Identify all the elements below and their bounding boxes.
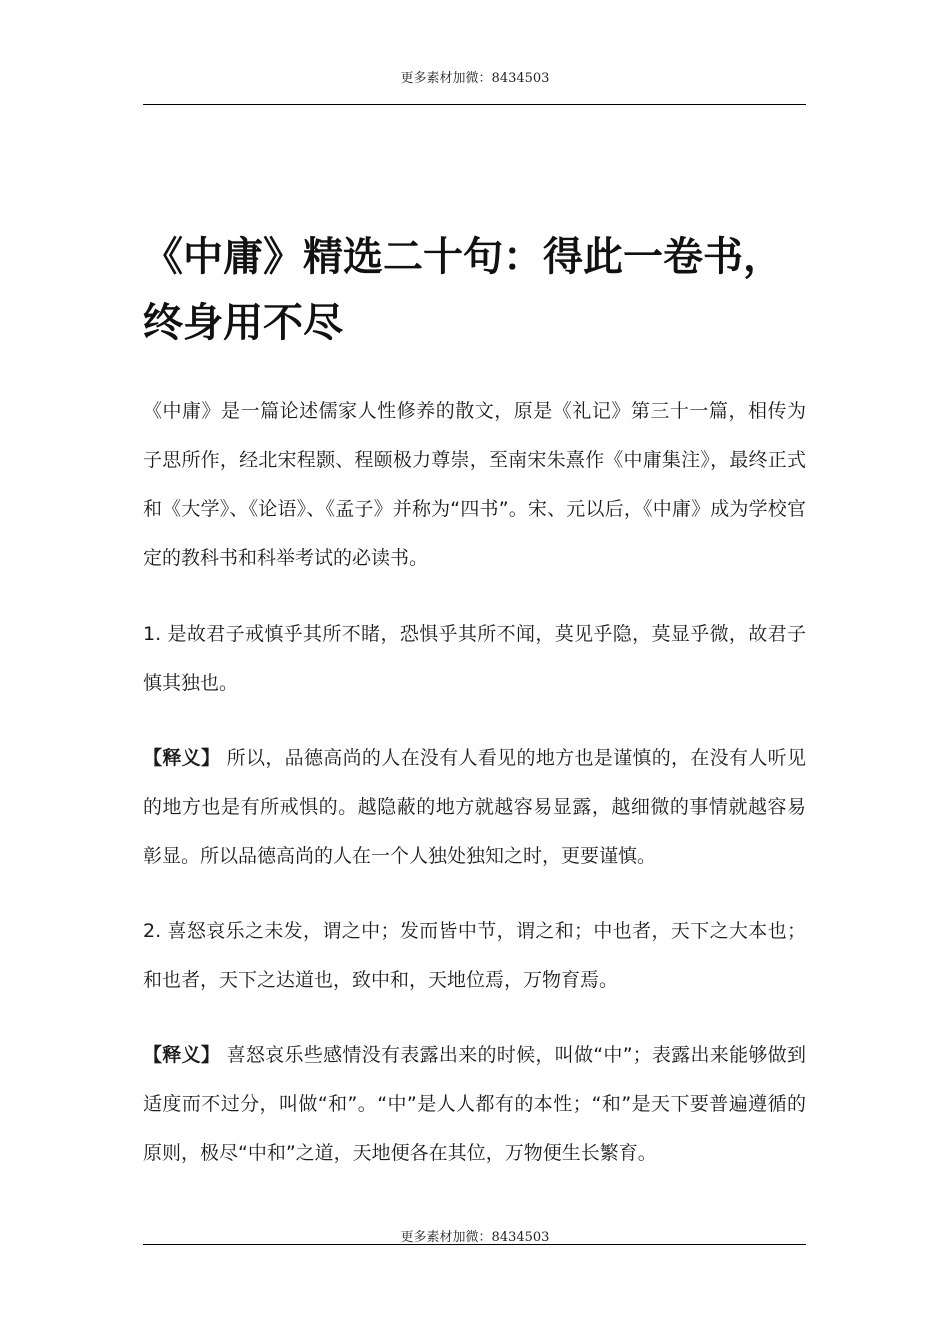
article-title: 《中庸》精选二十句：得此一卷书，终身用不尽: [143, 234, 783, 346]
intro-paragraph: 《中庸》是一篇论述儒家人性修养的散文，原是《礼记》第三十一篇，相传为子思所作，经北宋程颢、程颐极力尊崇，至南宋朱熹作《中庸集注》，最终正式和《大学》、《论语》、《孟子》并称为“四书”。宋、元以后，《中庸》成为学校官定的教科书和科举考试的必读书。: [143, 400, 806, 569]
quote-1: 1. 是故君子戒慎乎其所不睹，恐惧乎其所不闻，莫见乎隐，莫显乎微，故君子慎其独也。: [143, 623, 806, 694]
explanation-text-1: 所以，品德高尚的人在没有人看见的地方也是谨慎的，在没有人听见的地方也是有所戒惧的。越隐蔽的地方就越容易显露，越细微的事情就越容易彰显。所以品德高尚的人在一个人独处独知之时，更要谨慎。: [143, 747, 806, 867]
explanation-1: [143, 734, 806, 881]
footer-divider: [143, 1244, 806, 1245]
explanation-text-2: 喜怒哀乐些感情没有表露出来的时候，叫做“中”；表露出来能够做到适度而不过分，叫做“和”。“中”是人人都有的本性；“和”是天下要普遍遵循的原则，极尽“中和”之道，天地便各在其位，万物便生长繁育。: [143, 1044, 806, 1164]
quote-2: 2. 喜怒哀乐之未发，谓之中；发而皆中节，谓之和；中也者，天下之大本也；和也者，天下之达道也，致中和，天地位焉，万物育焉。: [143, 920, 806, 991]
header-divider: [143, 104, 806, 105]
explanation-2: [143, 1031, 806, 1178]
explanation-label-2: 【释义】: [143, 1044, 221, 1066]
footer-watermark: 更多素材加微：8434503: [400, 1230, 550, 1245]
explanation-label-1: 【释义】: [143, 747, 221, 769]
header-watermark: 更多素材加微：8434503: [400, 71, 550, 86]
